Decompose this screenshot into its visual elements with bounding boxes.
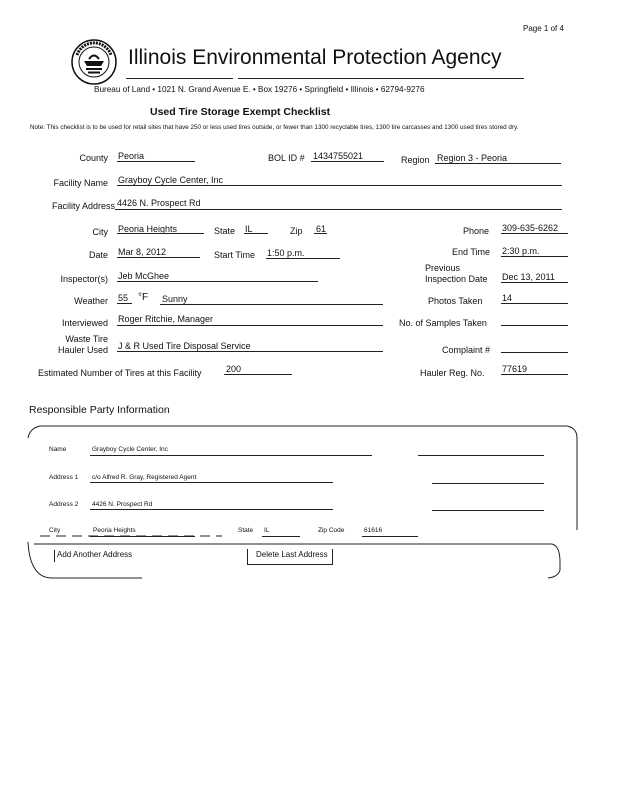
end-time-field[interactable]: 2:30 p.m. — [502, 246, 540, 256]
bol-id-label: BOL ID # — [268, 153, 305, 163]
start-time-field[interactable]: 1:50 p.m. — [267, 248, 305, 258]
hauler-reg-field[interactable]: 77619 — [502, 364, 528, 374]
previous-label-1: Previous — [425, 263, 461, 273]
agency-name: Illinois Environmental Protection Agency — [128, 46, 502, 69]
inspectors-field[interactable]: Jeb McGhee — [118, 271, 170, 281]
weather-label: Weather — [74, 296, 108, 306]
tires-label: Estimated Number of Tires at this Facility — [38, 368, 202, 378]
start-time-label: Start Time — [214, 250, 256, 260]
rp-zip-label: Zip Code — [318, 527, 345, 534]
facility-address-field[interactable]: 4426 N. Prospect Rd — [117, 198, 201, 208]
facility-address-label: Facility Address — [51, 201, 115, 211]
rp-address2-field[interactable]: 4426 N. Prospect Rd — [92, 501, 153, 508]
agency-seal-logo — [71, 39, 117, 85]
state-field[interactable]: IL — [245, 224, 253, 234]
date-field[interactable]: Mar 8, 2012 — [118, 247, 167, 257]
rp-state-field[interactable]: IL — [264, 527, 270, 534]
rp-address2-label: Address 2 — [49, 501, 79, 508]
previous-date-field[interactable]: Dec 13, 2011 — [502, 272, 555, 282]
region-field[interactable]: Region 3 - Peoria — [437, 153, 508, 163]
bol-id-field[interactable]: 1434755021 — [313, 151, 364, 161]
region-label: Region — [401, 155, 430, 165]
phone-label: Phone — [463, 226, 490, 236]
state-label: State — [214, 226, 236, 236]
photos-label: Photos Taken — [428, 296, 483, 306]
temperature-unit: °F — [138, 292, 149, 303]
rp-city-label: City — [49, 527, 61, 534]
rp-name-field[interactable]: Grayboy Cycle Center, Inc — [92, 446, 168, 453]
photos-field[interactable]: 14 — [502, 293, 513, 303]
rp-zip-field[interactable]: 61616 — [364, 527, 383, 534]
zip-label: Zip — [290, 226, 303, 236]
complaint-label: Complaint # — [442, 345, 491, 355]
city-label: City — [92, 227, 108, 237]
inspectors-label: Inspector(s) — [60, 274, 108, 284]
zip-field[interactable]: 61 — [316, 224, 327, 234]
facility-name-label: Facility Name — [53, 178, 108, 188]
city-field[interactable]: Peoria Heights — [118, 224, 178, 234]
form-note: Note: This checklist is to be used for retail sites that have 250 or less used tires outside, or fewer than 1300 recyclable tires, 1300 tire carcasses and 1300 used tires stored dry. — [30, 124, 519, 131]
rp-address1-label: Address 1 — [49, 474, 79, 481]
temperature-field[interactable]: 55 — [118, 293, 129, 303]
date-label: Date — [88, 250, 108, 260]
hauler-label-2: Hauler Used — [57, 345, 108, 355]
interviewed-field[interactable]: Roger Ritchie, Manager — [118, 314, 214, 324]
hauler-label-1: Waste Tire — [65, 334, 108, 344]
delete-last-address-button[interactable]: Delete Last Address — [247, 549, 333, 565]
hauler-reg-label: Hauler Reg. No. — [420, 368, 485, 378]
county-field[interactable]: Peoria — [118, 151, 145, 161]
rp-name-label: Name — [49, 446, 67, 453]
hauler-field[interactable]: J & R Used Tire Disposal Service — [118, 341, 251, 351]
agency-address: Bureau of Land • 1021 N. Grand Avenue E. • Box 19276 • Springfield • Illinois • 62794-9276 — [94, 85, 425, 94]
responsible-party-heading: Responsible Party Information — [29, 404, 170, 416]
tires-field[interactable]: 200 — [226, 364, 242, 374]
county-label: County — [79, 153, 108, 163]
samples-label: No. of Samples Taken — [399, 318, 487, 328]
interviewed-label: Interviewed — [61, 318, 108, 328]
previous-label-2: Inspection Date — [425, 274, 488, 284]
rp-city-field[interactable]: Peoria Heights — [93, 527, 136, 534]
rp-address1-field[interactable]: c/o Alfred R. Gray, Registered Agent — [92, 474, 197, 481]
rp-state-label: State — [238, 527, 254, 534]
page-number: Page 1 of 4 — [523, 24, 564, 33]
facility-name-field[interactable]: Grayboy Cycle Center, Inc — [118, 175, 224, 185]
form-title: Used Tire Storage Exempt Checklist — [150, 106, 331, 118]
end-time-label: End Time — [452, 247, 491, 257]
add-another-address-button[interactable]: Add Another Address — [54, 550, 136, 562]
weather-field[interactable]: Sunny — [162, 294, 188, 304]
phone-field[interactable]: 309-635-6262 — [502, 223, 559, 233]
